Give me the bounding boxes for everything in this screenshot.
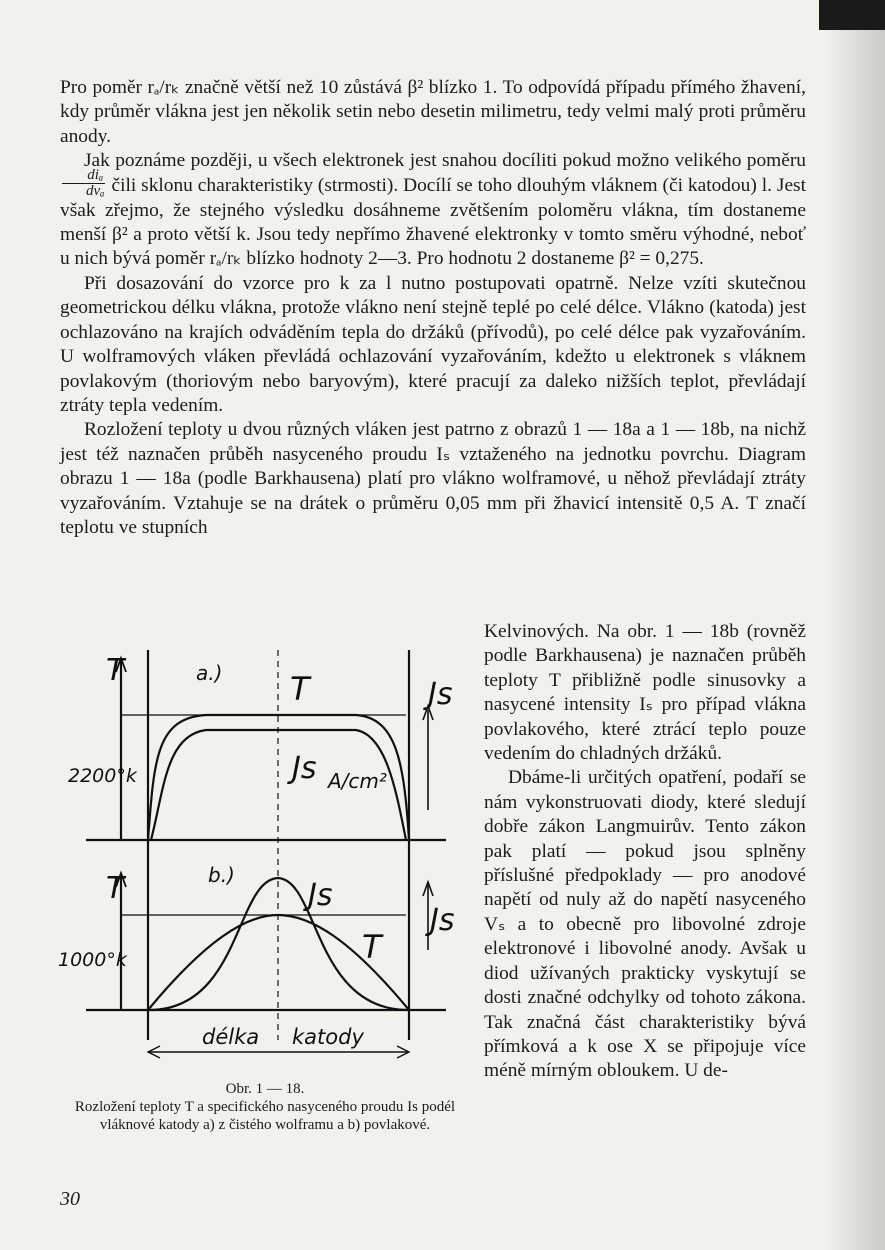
panel-a-level-label: 2200°k: [68, 765, 137, 787]
length-label-1: délka: [202, 1025, 260, 1049]
panel-a-unit-label: A/cm²: [328, 769, 387, 793]
paragraph-2-lead: Jak poznáme později, u všech elektronek jest snahou docíliti pokud možno velikého poměru: [84, 150, 806, 172]
main-text: [60, 76, 806, 540]
fraction-dia-dva: $\frac{\text{diₐ}}{\text{dvₐ}}$: [62, 168, 105, 199]
length-label-2: katody: [292, 1025, 364, 1049]
wrap-paragraph-2: Dbáme-li určitých opatření, podaří se nám vykonstruovati diody, které sledují dobře zákon Langmuirův. Tento zákon pak platí — pokud jsou splněny příslušné předpoklady — pro anodové napětí od nuly až do napětí nasyceného Vₛ a to obecně pro libovolné zdroje elektronové i libovolné anody. Avšak u diod užívaných prakticky vyskytují se dosti značné odchylky od tohoto zákona. Tak značná část charakteristiky bývá přímková a k ose X se připojuje více méně mírným obloukem. U de-: [484, 767, 806, 1082]
panel-b-level-label: 1000°k: [58, 949, 127, 971]
panel-b-t-axis-label: T: [106, 871, 125, 906]
panel-a-curve-js-label: Js: [292, 751, 317, 786]
paragraph-4: Rozložení teploty u dvou různých vláken jest patrno z obrazů 1 — 18a a 1 — 18b, na nichž jest též naznačen průběh nasyceného proudu Iₛ vztaženého na jednotku povrchu. Diagram obrazu 1 — 18a (podle Barkhausena) platí pro vlákno wolframové, u něhož převládají ztráty vyzařováním. Vztahuje se na drátek o průměru 0,05 mm při žhavicí intensitě 0,5 A. T značí teplotu ve stupních: [60, 419, 806, 538]
panel-a-label: a.): [196, 661, 223, 685]
panel-a-t-axis-label: T: [106, 653, 125, 688]
figure-caption: [60, 1080, 470, 1134]
panel-b-curve-js-label: Js: [308, 878, 333, 913]
panel-b-right-axis-label: Js: [430, 903, 455, 938]
caption-text: Rozložení teploty T a specifického nasyceného proudu Is podél vláknové katody a) z čistého wolframu a b) povlakové.: [74, 1099, 456, 1133]
paragraph-2-rest: čili sklonu charakteristiky (strmosti). Docílí se toho dlouhým vláknem (či katodou) l. Jest však zřejmo, že stejného výsledku dosáhneme zvětšením poloměru vlákna, tím dostaneme menší β² a proto větší k. Jsou tedy nepřímo žhavené elektronky v tomto směru výhodné, neboť u nich bývá poměr rₐ/rₖ blízko hodnoty 2—3. Pro hodnotu 2 dostaneme β² = 0,275.: [60, 174, 806, 270]
panel-b-label: b.): [208, 863, 235, 887]
wrapped-text-column: [484, 620, 806, 1084]
panel-b-curve-t-label: T: [362, 928, 382, 966]
wrap-paragraph-1: Kelvinových. Na obr. 1 — 18b (rovněž podle Barkhausena) je naznačen průběh teploty T přibližně podle sinusovky a nasycené intensity Iₛ pro případ vlákna povlakového, které ztrácí teplo pouze vedením do chladných držáků.: [484, 621, 806, 765]
caption-label: Obr. 1 — 18.: [225, 1081, 305, 1097]
paragraph-3: Při dosazování do vzorce pro k za l nutno postupovati opatrně. Nelze vzíti skutečnou geometrickou délku vlákna, protože vlákno není stejně teplé po celé délce. Vlákno (katoda) jest ochlazováno na krajích odváděním tepla do držáků (přívodů), po celé délce pak vyzařováním. U wolframových vláken převládá ochlazování vyzařováním, kdežto u elektronek s vláknem povlakovým (thoriovým nebo baryovým), které pracují za daleko nižších teplot, převládají ztráty tepla vedením.: [60, 272, 806, 416]
figure-1-18: [56, 640, 466, 1080]
page-edge-shadow: [825, 0, 885, 1250]
page-corner: [819, 0, 885, 30]
paragraph-2: [60, 149, 806, 272]
panel-a-curve-t-label: T: [290, 670, 310, 708]
temperature-diagram: [56, 640, 466, 1080]
panel-a-right-axis-label: Js: [428, 677, 453, 712]
paragraph-1: Pro poměr rₐ/rₖ značně větší než 10 zůstává β² blízko 1. To odpovídá případu přímého žhavení, kdy průměr vlákna jest jen několik setin nebo desetin milimetru, tedy velmi malý proti průměru anody.: [60, 77, 806, 147]
page-number: 30: [60, 1188, 80, 1210]
